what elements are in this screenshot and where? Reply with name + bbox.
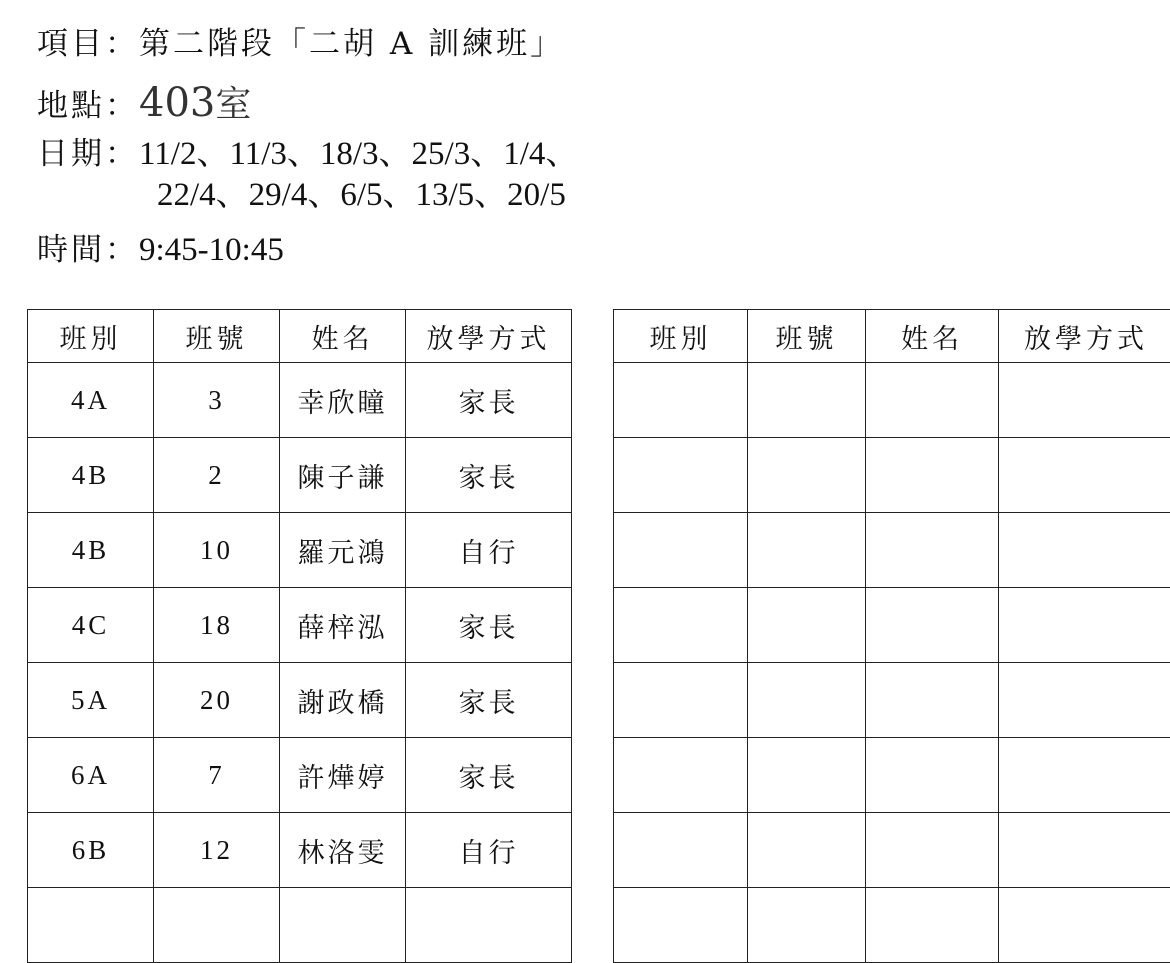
cell-number: 10 bbox=[154, 513, 280, 588]
blank-cell bbox=[866, 888, 999, 963]
blank-cell bbox=[614, 588, 748, 663]
table-row bbox=[614, 363, 1170, 438]
header-class: 班別 bbox=[28, 310, 154, 363]
cell-name: 薛梓泓 bbox=[280, 588, 406, 663]
cell-name: 幸欣瞳 bbox=[280, 363, 406, 438]
cell-name: 林洛雯 bbox=[280, 813, 406, 888]
blank-cell bbox=[999, 363, 1170, 438]
cell-class bbox=[28, 888, 154, 963]
table-header-row bbox=[28, 310, 572, 363]
header-dismissal: 放學方式 bbox=[406, 310, 572, 363]
location-label: 地點： bbox=[37, 88, 139, 124]
table-row bbox=[28, 363, 572, 438]
blank-cell bbox=[614, 513, 748, 588]
blank-cell bbox=[748, 813, 866, 888]
blank-cell bbox=[999, 663, 1170, 738]
cell-name: 謝政橋 bbox=[280, 663, 406, 738]
header-number: 班號 bbox=[748, 310, 866, 363]
blank-cell bbox=[999, 588, 1170, 663]
blank-cell bbox=[866, 363, 999, 438]
blank-cell bbox=[748, 363, 866, 438]
date-label: 日期： bbox=[37, 136, 139, 172]
cell-dismissal: 家長 bbox=[406, 438, 572, 513]
time-value: 9:45-10:45 bbox=[139, 232, 284, 268]
location-room: 403 bbox=[139, 80, 215, 126]
cell-number: 3 bbox=[154, 363, 280, 438]
cell-number: 18 bbox=[154, 588, 280, 663]
cell-name bbox=[280, 888, 406, 963]
cell-name: 陳子謙 bbox=[280, 438, 406, 513]
table-row bbox=[614, 588, 1170, 663]
blank-cell bbox=[866, 438, 999, 513]
blank-cell bbox=[866, 663, 999, 738]
table-row bbox=[28, 663, 572, 738]
header-dismissal: 放學方式 bbox=[999, 310, 1170, 363]
blank-cell bbox=[748, 588, 866, 663]
cell-class: 4B bbox=[28, 438, 154, 513]
blank-cell bbox=[614, 738, 748, 813]
blank-cell bbox=[614, 363, 748, 438]
cell-dismissal: 自行 bbox=[406, 813, 572, 888]
project-row bbox=[37, 18, 564, 63]
header-name: 姓名 bbox=[866, 310, 999, 363]
cell-class: 4A bbox=[28, 363, 154, 438]
blank-cell bbox=[866, 513, 999, 588]
cell-dismissal: 家長 bbox=[406, 738, 572, 813]
location-suffix: 室 bbox=[215, 84, 251, 125]
blank-cell bbox=[748, 738, 866, 813]
blank-cell bbox=[866, 738, 999, 813]
table-row bbox=[28, 813, 572, 888]
cell-number: 12 bbox=[154, 813, 280, 888]
blank-cell bbox=[614, 438, 748, 513]
cell-class: 5A bbox=[28, 663, 154, 738]
table-row bbox=[28, 438, 572, 513]
cell-class: 6A bbox=[28, 738, 154, 813]
table-row bbox=[614, 513, 1170, 588]
cell-dismissal: 家長 bbox=[406, 588, 572, 663]
table-row bbox=[28, 738, 572, 813]
dates-line-1: 11/2、11/3、18/3、25/3、1/4、 bbox=[139, 136, 578, 172]
cell-number bbox=[154, 888, 280, 963]
cell-dismissal: 家長 bbox=[406, 663, 572, 738]
cell-class: 4C bbox=[28, 588, 154, 663]
date-row bbox=[37, 127, 578, 174]
time-row bbox=[37, 224, 284, 269]
blank-cell bbox=[748, 663, 866, 738]
blank-cell bbox=[999, 888, 1170, 963]
header-name: 姓名 bbox=[280, 310, 406, 363]
blank-roster-table bbox=[613, 309, 1170, 963]
time-label: 時間： bbox=[37, 232, 139, 268]
table-row bbox=[28, 888, 572, 963]
blank-cell bbox=[999, 738, 1170, 813]
cell-number: 20 bbox=[154, 663, 280, 738]
table-row bbox=[614, 888, 1170, 963]
project-label: 項目： bbox=[37, 26, 139, 62]
location-row bbox=[37, 76, 251, 127]
blank-cell bbox=[866, 813, 999, 888]
blank-cell bbox=[999, 438, 1170, 513]
blank-cell bbox=[999, 813, 1170, 888]
table-row bbox=[28, 588, 572, 663]
project-value: 第二階段「二胡 A 訓練班」 bbox=[139, 26, 564, 62]
table-row bbox=[614, 438, 1170, 513]
blank-cell bbox=[748, 513, 866, 588]
cell-dismissal: 家長 bbox=[406, 363, 572, 438]
table-row bbox=[614, 813, 1170, 888]
blank-cell bbox=[614, 888, 748, 963]
student-roster-table bbox=[27, 309, 572, 963]
blank-cell bbox=[748, 438, 866, 513]
cell-name: 羅元鴻 bbox=[280, 513, 406, 588]
table-row bbox=[28, 513, 572, 588]
cell-class: 4B bbox=[28, 513, 154, 588]
dates-line-2: 22/4、29/4、6/5、13/5、20/5 bbox=[157, 177, 566, 213]
cell-number: 7 bbox=[154, 738, 280, 813]
cell-dismissal: 自行 bbox=[406, 513, 572, 588]
cell-name: 許燁婷 bbox=[280, 738, 406, 813]
blank-cell bbox=[614, 813, 748, 888]
blank-cell bbox=[999, 513, 1170, 588]
cell-dismissal bbox=[406, 888, 572, 963]
header-class: 班別 bbox=[614, 310, 748, 363]
table-row bbox=[614, 663, 1170, 738]
table-header-row bbox=[614, 310, 1170, 363]
cell-number: 2 bbox=[154, 438, 280, 513]
cell-class: 6B bbox=[28, 813, 154, 888]
blank-cell bbox=[866, 588, 999, 663]
blank-cell bbox=[748, 888, 866, 963]
header-number: 班號 bbox=[154, 310, 280, 363]
blank-cell bbox=[614, 663, 748, 738]
table-row bbox=[614, 738, 1170, 813]
date-row-continued bbox=[157, 168, 566, 215]
